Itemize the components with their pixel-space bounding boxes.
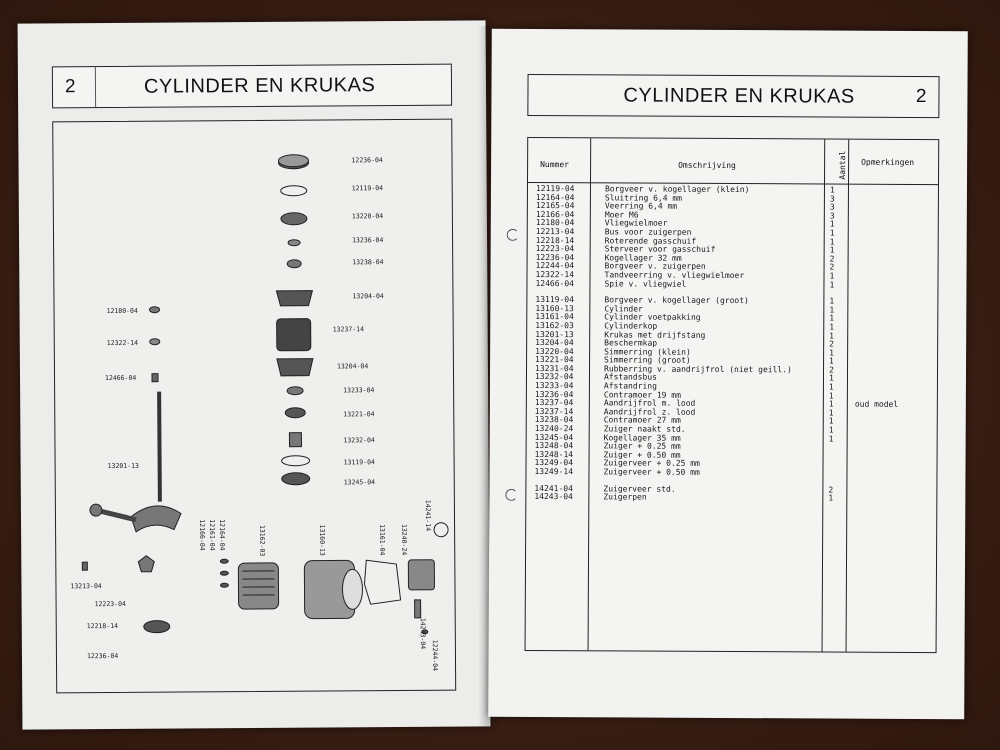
part-description: Veerring 6,4 mm	[604, 201, 678, 211]
part-label: 12180-04	[106, 306, 138, 316]
part-label: 12164-04	[218, 519, 227, 551]
part-quantity: 1	[828, 425, 834, 435]
part-quantity: 1	[829, 356, 834, 366]
part-label: 13237-14	[332, 325, 365, 334]
part-description: Contramoer 27 mm	[603, 415, 681, 426]
part-quantity: 1	[828, 416, 834, 426]
part-number: 12165-04	[535, 201, 575, 211]
part-description: Zuigerveer + 0.50 mm	[603, 467, 700, 477]
part-number: 12164-04	[535, 192, 575, 202]
column-header-number: Nummer	[540, 160, 570, 170]
part-description: Zuiger + 0.50 mm	[603, 450, 681, 460]
part-number: 12466-04	[535, 278, 575, 288]
part-number: 13220-04	[535, 346, 574, 356]
part-number: 13245-04	[534, 432, 574, 442]
right-page-header	[527, 74, 939, 118]
part-number: 13249-14	[534, 466, 574, 477]
part-number: 13249-04	[534, 458, 574, 468]
part-label: 13221-04	[343, 410, 375, 419]
right-page	[488, 29, 968, 719]
part-label: 13204-04	[336, 362, 369, 371]
part-description: Rubberring v. aandrijfrol (niet geill.)	[604, 364, 792, 375]
part-label: 13238-04	[352, 258, 384, 267]
part-description: Aandrijfrol m. lood	[603, 398, 696, 409]
part-number: 13238-04	[534, 415, 574, 425]
part-description: Simmerring (klein)	[604, 347, 691, 357]
part-quantity: 1	[828, 408, 834, 418]
part-number: 12244-04	[535, 261, 575, 271]
part-number: 13233-04	[534, 381, 574, 391]
part-label: 12236-04	[86, 651, 119, 661]
part-description: Tandveerring v. vliegwielmoer	[604, 270, 745, 281]
part-label: 13162-03	[258, 524, 267, 557]
part-number: 13232-04	[534, 372, 574, 382]
column-header-remarks: Opmerkingen	[861, 157, 915, 167]
part-label: 12166-04	[198, 519, 207, 551]
part-label: 13161-04	[378, 524, 387, 556]
part-quantity: 1	[828, 399, 834, 409]
part-quantity: 1	[829, 313, 835, 323]
part-label: 13232-04	[343, 436, 375, 445]
part-quantity: 2	[828, 485, 834, 495]
part-quantity: 2	[829, 339, 835, 349]
part-label: 13213-04	[70, 582, 102, 591]
part-number: 13248-14	[534, 449, 574, 460]
part-quantity: 3	[829, 202, 835, 212]
exploded-parts-diagram	[52, 119, 456, 694]
part-number: 13240-24	[534, 424, 574, 434]
part-quantity: 1	[829, 228, 835, 238]
part-number: 13237-04	[534, 398, 574, 408]
part-number: 12322-14	[535, 269, 575, 280]
part-description: Bus voor zuigerpen	[604, 227, 692, 237]
part-number: 12180-04	[535, 218, 575, 228]
part-quantity: 1	[828, 391, 834, 401]
part-number: 13161-04	[535, 312, 574, 322]
column-header-quantity: Aantal	[838, 150, 848, 180]
part-label: 14241-14	[423, 499, 433, 532]
part-description: Cylinder	[604, 304, 643, 314]
part-quantity: 1	[828, 382, 834, 392]
part-number: 13204-04	[535, 338, 574, 348]
part-number: 12119-04	[535, 183, 575, 194]
part-quantity: 2	[828, 365, 834, 375]
part-quantity: 1	[829, 305, 835, 315]
part-number: 14241-04	[534, 483, 573, 493]
part-description: Zuiger naakt std.	[603, 424, 686, 434]
part-number: 13160-13	[535, 303, 574, 313]
part-number: 12218-14	[535, 235, 575, 245]
part-quantity: 1	[829, 331, 835, 341]
part-label: 14243-04	[418, 617, 427, 650]
part-label: 12236-04	[351, 156, 383, 165]
part-quantity: 1	[829, 271, 835, 281]
part-number: 12213-04	[535, 226, 575, 237]
right-page-title: CYLINDER EN KRUKAS	[623, 83, 855, 108]
part-label: 12223-04	[94, 599, 126, 609]
part-quantity: 3	[829, 194, 835, 204]
part-number: 12236-04	[535, 252, 575, 262]
part-label: 12119-04	[351, 184, 384, 193]
part-number: 13237-14	[534, 406, 574, 417]
part-quantity: 1	[829, 245, 835, 255]
binder-hole	[505, 489, 517, 501]
part-description: Zuigerpen	[603, 492, 647, 502]
part-description: Contramoer 19 mm	[603, 390, 681, 400]
part-description: Borgveer v. kogellager (klein)	[604, 184, 750, 195]
part-number: 13221-04	[535, 355, 574, 365]
part-description: Zuigerveer + 0.25 mm	[603, 458, 700, 469]
left-page-header	[52, 64, 452, 109]
part-label: 13220-04	[351, 212, 384, 221]
parts-table	[525, 137, 940, 653]
part-quantity: 1	[829, 322, 835, 332]
part-description: Aandrijfrol z. lood	[603, 407, 696, 417]
part-number: 14243-04	[534, 492, 573, 502]
part-label: 12466-04	[104, 373, 137, 383]
part-description: Cylinder voetpakking	[604, 312, 701, 323]
part-label: 13204-04	[352, 292, 384, 301]
part-label: 12244-04	[430, 639, 440, 672]
part-number: 13248-04	[534, 441, 574, 451]
part-description: Borgveer v. kogellager (groot)	[604, 295, 749, 306]
right-page-number: 2	[915, 85, 927, 108]
table-body	[526, 185, 938, 504]
part-description: Zuigerveer std.	[603, 483, 676, 494]
binder-hole	[507, 229, 519, 241]
part-number: 13119-04	[535, 295, 574, 305]
part-description: Spie v. vliegwiel	[604, 278, 687, 289]
part-number: 12166-04	[535, 209, 575, 219]
part-quantity: 2	[829, 262, 835, 272]
part-description: Kogellager 35 mm	[603, 432, 681, 443]
left-page	[18, 20, 491, 729]
part-description: Kogellager 32 mm	[604, 253, 682, 263]
part-number: 13231-04	[535, 363, 574, 374]
part-quantity: 1	[829, 237, 835, 247]
part-number: 13162-03	[535, 320, 574, 331]
part-description: Krukas met drijfstang	[604, 329, 706, 340]
part-label: 13245-04	[343, 478, 376, 487]
left-page-number: 2	[65, 67, 96, 107]
part-description: Afstandsbus	[603, 372, 657, 383]
part-quantity: 1	[829, 185, 835, 195]
column-header-description: Omschrijving	[678, 160, 736, 171]
part-quantity: 2	[829, 254, 835, 264]
part-label: 13201-13	[107, 461, 139, 471]
part-description: Vliegwielmoer	[604, 218, 668, 229]
part-label: 13160-13	[318, 524, 327, 556]
left-page-title: CYLINDER EN KRUKAS	[143, 73, 376, 98]
part-number: 13236-04	[534, 389, 574, 399]
part-quantity: 1	[829, 219, 835, 229]
part-quantity: 1	[829, 348, 834, 358]
part-description: Sterveer voor gasschuif	[604, 244, 716, 255]
part-description: Beschermkap	[604, 338, 658, 348]
part-description: Afstandring	[603, 381, 657, 391]
part-label: 13240-24	[400, 523, 409, 556]
part-quantity: 3	[829, 211, 835, 221]
part-description: Moer M6	[604, 210, 639, 220]
part-label: 13233-04	[343, 386, 375, 395]
part-label: 12322-14	[106, 338, 139, 348]
part-quantity: 1	[828, 493, 834, 503]
part-description: Sluitring 6,4 mm	[604, 192, 683, 203]
part-label: 12161-04	[208, 519, 217, 551]
part-description: Roterende gasschuif	[604, 235, 697, 246]
part-quantity: 1	[829, 296, 835, 306]
part-quantity: 1	[829, 280, 835, 290]
part-label: 13119-04	[343, 458, 375, 467]
part-description: Cylinderkop	[604, 321, 658, 331]
part-quantity: 1	[828, 434, 834, 444]
part-number: 13201-13	[535, 329, 574, 339]
part-label: 13236-04	[352, 236, 384, 245]
part-description: Simmerring (groot)	[604, 355, 691, 366]
part-remarks: oud model	[854, 399, 899, 410]
part-label: 12218-14	[86, 621, 119, 631]
part-number: 12223-04	[535, 244, 575, 254]
part-quantity: 1	[828, 373, 834, 384]
part-description: Borgveer v. zuigerpen	[604, 261, 706, 272]
part-description: Zuiger + 0.25 mm	[603, 441, 681, 451]
